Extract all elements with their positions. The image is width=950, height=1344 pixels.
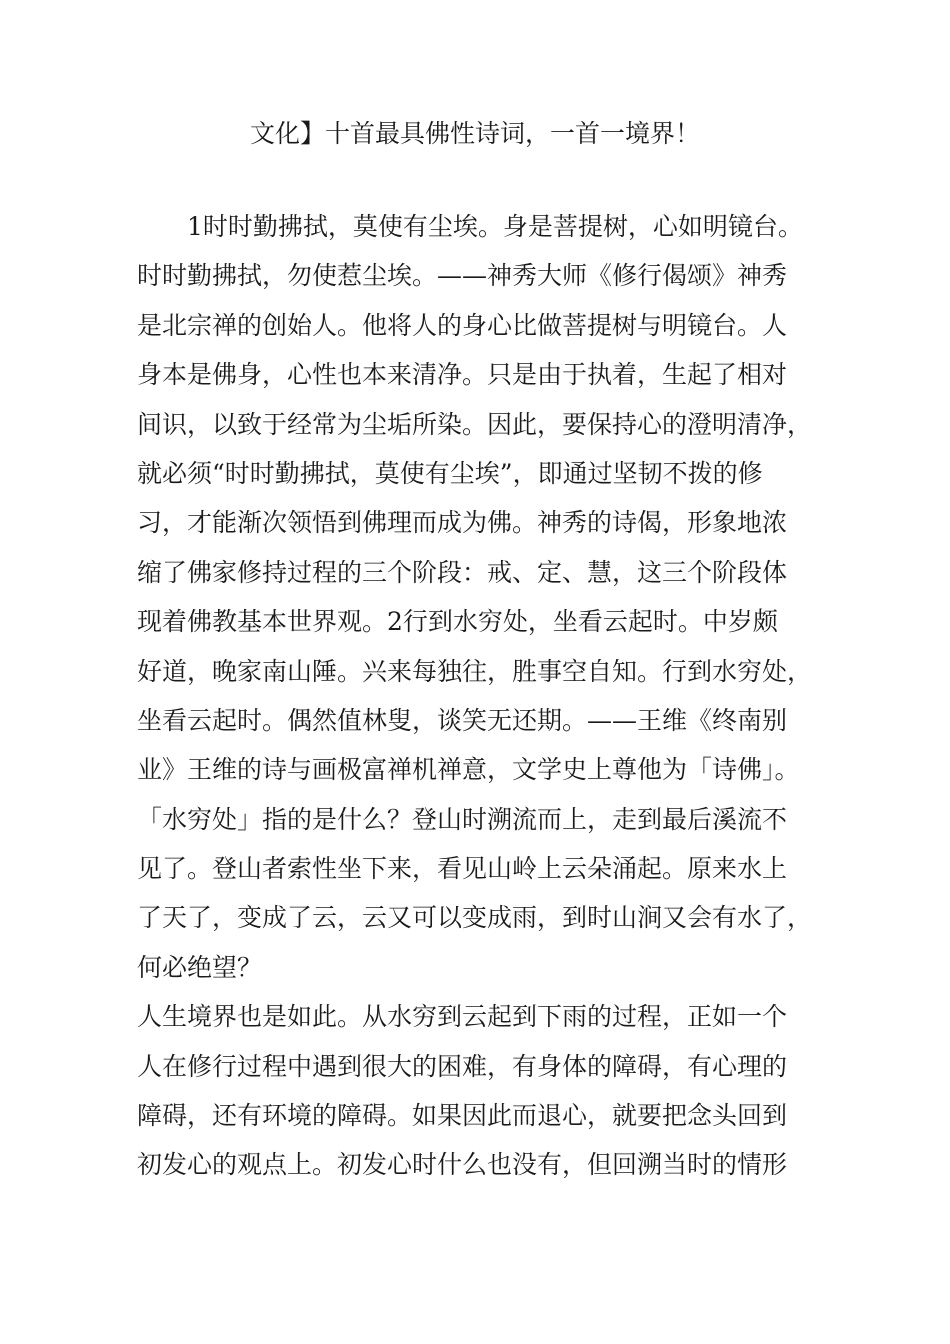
body-line: 「水穷处」指的是什么？登山时溯流而上，走到最后溪流不: [137, 804, 788, 834]
body-line: 好道，晚家南山陲。兴来每独往，胜事空自知。行到水穷处，: [137, 656, 813, 686]
body-line: 业》王维的诗与画极富禅机禅意，文学史上尊他为「诗佛」。: [137, 755, 800, 785]
body-line: 人在修行过程中遇到很大的困难，有身体的障碍，有心理的: [137, 1051, 788, 1081]
body-line: 何必绝望？: [137, 952, 263, 982]
body-line: 障碍，还有环境的障碍。如果因此而退心，就要把念头回到: [137, 1101, 788, 1131]
body-line: 了天了，变成了云，云又可以变成雨，到时山涧又会有水了，: [137, 903, 813, 933]
body-line: 现着佛教基本世界观。2行到水穷处，坐看云起时。中岁颇: [137, 607, 778, 637]
body-line: 就必须“时时勤拂拭，莫使有尘埃”，即通过坚韧不拨的修: [137, 458, 763, 488]
body-line: 1时时勤拂拭，莫使有尘埃。身是菩提树，心如明镜台。: [187, 212, 803, 241]
body-line: 时时勤拂拭，勿使惹尘埃。——神秀大师《修行偈颂》神秀: [137, 261, 788, 291]
body-line: 坐看云起时。偶然值林叟，谈笑无还期。——王维《终南别: [137, 705, 788, 735]
body-line: 缩了佛家修持过程的三个阶段：戒、定、慧，这三个阶段体: [137, 557, 788, 587]
body-line: 间识，以致于经常为尘垢所染。因此，要保持心的澄明清净，: [137, 409, 813, 439]
document-title: 文化】十首最具佛性诗词，一首一境界！: [249, 119, 700, 148]
body-line: 是北宗禅的创始人。他将人的身心比做菩提树与明镜台。人: [137, 310, 788, 340]
body-line: 人生境界也是如此。从水穷到云起到下雨的过程，正如一个: [137, 1002, 788, 1032]
body-line: 习，才能渐次领悟到佛理而成为佛。神秀的诗偈，形象地浓: [137, 508, 788, 538]
body-line: 身本是佛身，心性也本来清净。只是由于执着，生起了相对: [137, 360, 788, 390]
document-body: [137, 207, 837, 1195]
body-line: 见了。登山者索性坐下来，看见山岭上云朵涌起。原来水上: [137, 854, 788, 884]
body-line: 初发心的观点上。初发心时什么也没有，但回溯当时的情形: [137, 1150, 788, 1180]
